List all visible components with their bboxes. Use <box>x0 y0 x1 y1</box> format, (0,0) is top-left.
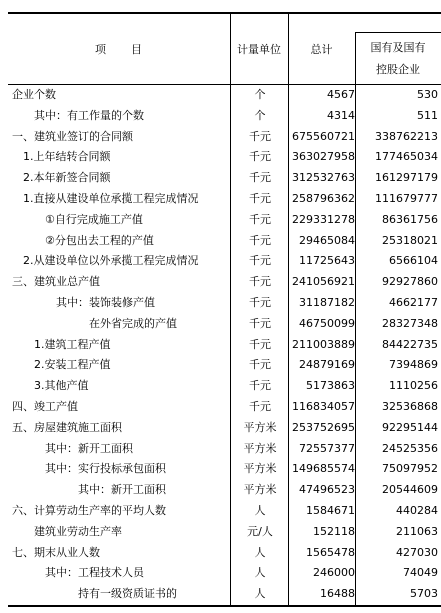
row-unit: 元/人 <box>247 524 273 538</box>
row-soe-value: 6566104 <box>389 254 438 268</box>
table-row <box>8 106 441 127</box>
row-total: 312532763 <box>292 171 355 185</box>
row-soe-value: 84422735 <box>382 337 438 351</box>
header-total: 总计 <box>310 43 333 56</box>
row-label: 在外省完成的产值 <box>89 316 177 330</box>
row-unit: 千元 <box>249 129 271 143</box>
table-bottom-border <box>8 605 441 607</box>
row-total: 16488 <box>320 587 355 601</box>
row-label: ②分包出去工程的产值 <box>45 233 154 247</box>
row-label: 1.建筑工程产值 <box>34 337 111 351</box>
row-soe-value: 440284 <box>396 504 438 517</box>
row-unit: 人 <box>254 566 266 580</box>
row-soe-value: 32536868 <box>382 400 438 413</box>
row-unit: 平方米 <box>243 462 277 476</box>
row-label: 五、房屋建筑施工面积 <box>12 420 122 434</box>
row-label: 七、期末从业人数 <box>12 545 100 559</box>
row-unit: 人 <box>254 545 266 559</box>
table-row <box>8 439 441 460</box>
row-soe-value: 24525356 <box>382 441 438 455</box>
row-total: 258796362 <box>292 192 355 205</box>
row-total: 46750099 <box>299 316 355 330</box>
row-total: 72557377 <box>299 441 355 455</box>
row-label: 1.上年结转合同额 <box>23 150 111 164</box>
table-row <box>8 418 441 439</box>
row-unit: 千元 <box>249 150 271 164</box>
row-soe-value: 338762213 <box>375 129 438 143</box>
row-label: 三、建筑业总产值 <box>12 275 100 289</box>
row-total: 31187182 <box>299 296 355 309</box>
row-label: 持有一级资质证书的 <box>78 587 177 601</box>
table-row <box>8 314 441 335</box>
table-row <box>8 459 441 480</box>
table-row <box>8 397 441 418</box>
row-total: 1565478 <box>306 545 355 559</box>
row-unit: 千元 <box>249 212 271 226</box>
row-unit: 人 <box>254 504 266 517</box>
row-label: 其中：工程技术人员 <box>45 566 144 580</box>
row-total: 211003889 <box>292 337 355 351</box>
table-row <box>8 127 441 148</box>
row-total: 253752695 <box>292 420 355 434</box>
table-row <box>8 522 441 543</box>
table-row <box>8 210 441 231</box>
row-soe-value: 74049 <box>403 566 438 580</box>
row-label: 2.从建设单位以外承揽工程完成情况 <box>23 254 199 268</box>
row-total: 363027958 <box>292 150 355 164</box>
row-label: 2.本年新签合同额 <box>23 171 111 185</box>
header-soe <box>355 33 441 84</box>
table-row <box>8 480 441 501</box>
row-label: 一、建筑业签订的合同额 <box>12 129 133 143</box>
table-row <box>8 168 441 189</box>
row-unit: 平方米 <box>243 483 277 497</box>
header-soe-line1: 国有及国有 <box>370 40 426 54</box>
row-soe-value: 511 <box>417 108 438 122</box>
row-unit: 个 <box>254 108 266 122</box>
row-label: ①自行完成施工产值 <box>45 212 143 226</box>
row-unit: 千元 <box>249 254 271 268</box>
row-soe-value: 20544609 <box>382 483 438 497</box>
table-row <box>8 376 441 397</box>
row-label: 其中：实行投标承包面积 <box>45 462 166 476</box>
row-soe-value: 92295144 <box>382 420 438 434</box>
row-label: 3.其他产值 <box>34 379 89 393</box>
row-label: 其中：有工作量的个数 <box>34 108 144 122</box>
table-row <box>8 231 441 252</box>
row-total: 246000 <box>313 566 355 580</box>
header-unit: 计量单位 <box>237 43 281 56</box>
row-soe-value: 5703 <box>410 587 438 601</box>
row-total: 229331278 <box>292 212 355 226</box>
row-unit: 千元 <box>249 275 271 289</box>
row-soe-value: 25318021 <box>382 233 438 247</box>
row-total: 241056921 <box>292 275 355 289</box>
row-unit: 千元 <box>249 358 271 372</box>
table-row <box>8 293 441 314</box>
row-label: 其中：装饰装修产值 <box>56 296 155 309</box>
row-unit: 千元 <box>249 171 271 185</box>
row-total: 116834057 <box>292 400 355 413</box>
row-soe-value: 1110256 <box>389 379 438 393</box>
table-row <box>8 584 441 605</box>
table-row <box>8 189 441 210</box>
row-label: 六、计算劳动生产率的平均人数 <box>12 504 166 517</box>
row-total: 152118 <box>313 524 355 538</box>
row-label: 其中：新开工面积 <box>45 441 133 455</box>
row-soe-value: 28327348 <box>382 316 438 330</box>
row-label: 其中：新开工面积 <box>78 483 166 497</box>
row-unit: 千元 <box>249 337 271 351</box>
header-item: 项 目 <box>95 43 143 56</box>
row-unit: 千元 <box>249 192 271 205</box>
row-unit: 个 <box>254 88 266 101</box>
row-soe-value: 427030 <box>396 545 438 559</box>
table-row <box>8 501 441 522</box>
row-soe-value: 4662177 <box>389 296 438 309</box>
row-unit: 千元 <box>249 296 271 309</box>
row-unit: 千元 <box>249 233 271 247</box>
row-soe-value: 111679777 <box>375 192 438 205</box>
row-total: 5173863 <box>306 379 355 393</box>
statistics-table <box>8 12 441 607</box>
table-row <box>8 251 441 272</box>
row-unit: 千元 <box>249 400 271 413</box>
row-label: 建筑业劳动生产率 <box>34 524 122 538</box>
row-total: 1584671 <box>306 504 355 517</box>
row-total: 4567 <box>327 88 355 101</box>
row-total: 29465084 <box>299 233 355 247</box>
table-row <box>8 543 441 564</box>
row-unit: 千元 <box>249 316 271 330</box>
row-unit: 平方米 <box>243 441 277 455</box>
table-row <box>8 85 441 106</box>
row-total: 675560721 <box>292 129 355 143</box>
header-soe-line2: 控股企业 <box>376 62 420 76</box>
table-row <box>8 563 441 584</box>
row-label: 企业个数 <box>12 88 56 101</box>
row-label: 1.直接从建设单位承揽工程完成情况 <box>23 192 199 205</box>
row-total: 47496523 <box>299 483 355 497</box>
row-soe-value: 86361756 <box>382 212 438 226</box>
row-total: 4314 <box>327 108 355 122</box>
row-soe-value: 161297179 <box>375 171 438 185</box>
table-row <box>8 355 441 376</box>
row-soe-value: 92927860 <box>382 275 438 289</box>
row-total: 24879169 <box>299 358 355 372</box>
row-soe-value: 530 <box>417 88 438 101</box>
row-label: 四、竣工产值 <box>12 400 78 413</box>
table-row <box>8 272 441 293</box>
table-row <box>8 335 441 356</box>
row-soe-value: 75097952 <box>382 462 438 476</box>
row-total: 149685574 <box>292 462 355 476</box>
row-unit: 千元 <box>249 379 271 393</box>
row-soe-value: 177465034 <box>375 150 438 164</box>
row-soe-value: 7394869 <box>389 358 438 372</box>
table-row <box>8 147 441 168</box>
row-unit: 人 <box>254 587 266 601</box>
row-unit: 平方米 <box>243 420 277 434</box>
row-label: 2.安装工程产值 <box>34 358 111 372</box>
row-total: 11725643 <box>299 254 355 268</box>
row-soe-value: 211063 <box>396 524 438 538</box>
